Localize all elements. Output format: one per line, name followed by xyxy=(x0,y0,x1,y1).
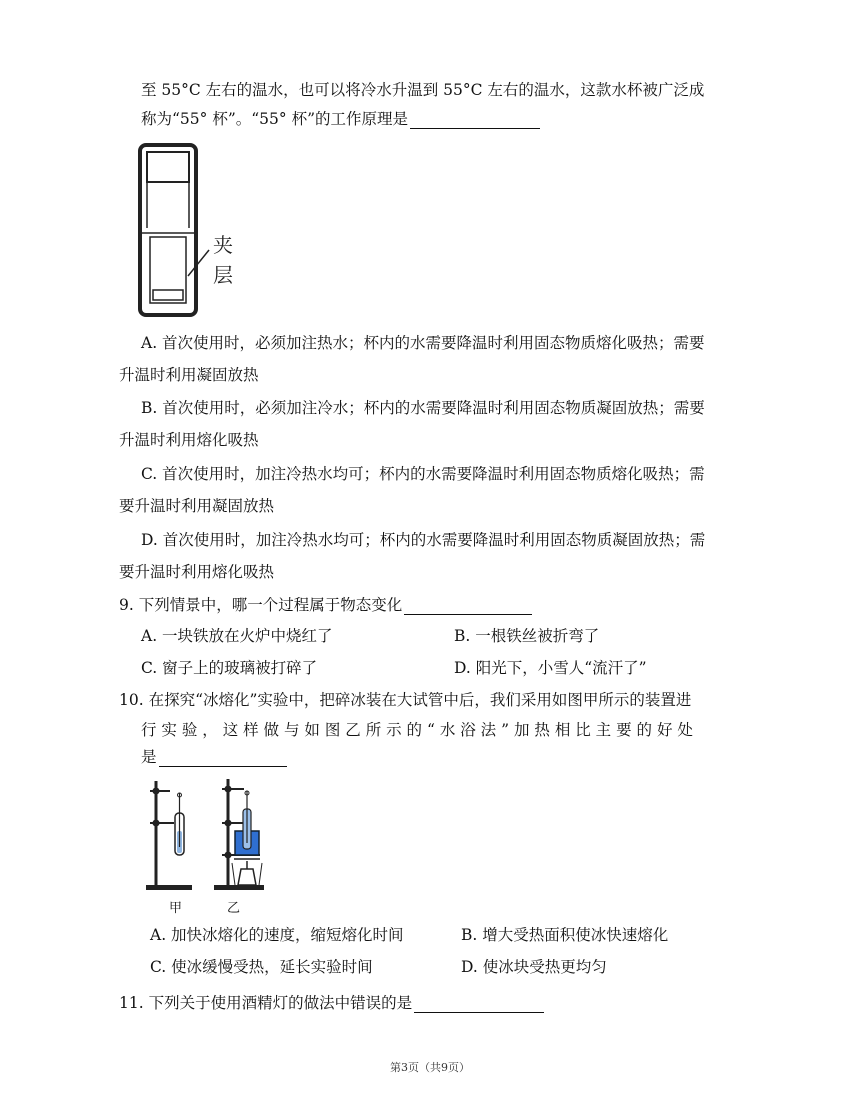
q10-option-d[interactable]: D. 使冰块受热更均匀 xyxy=(461,958,607,976)
stand-jia xyxy=(146,781,192,890)
q8-option-a-line2: 升温时利用凝固放热 xyxy=(119,366,259,384)
stand-yi xyxy=(214,779,264,890)
q9-option-b[interactable]: B. 一根铁丝被折弯了 xyxy=(454,627,600,645)
q8-stem-line1: 至 55°C 左右的温水，也可以将冷水升温到 55°C 左右的温水，这款水杯被广泛成 xyxy=(141,81,705,99)
q11-stem: 11. 下列关于使用酒精灯的做法中错误的是 xyxy=(119,993,544,1013)
q8-option-d-line2: 要升温时利用熔化吸热 xyxy=(119,563,275,581)
page-number: 第3页（共9页） xyxy=(390,1061,470,1074)
q8-option-a-line1[interactable]: A. 首次使用时，必须加注热水；杯内的水需要降温时利用固态物质熔化吸热；需要 xyxy=(141,334,705,352)
q8-option-b-line2: 升温时利用熔化吸热 xyxy=(119,431,259,449)
q9-option-d[interactable]: D. 阳光下，小雪人“流汗了” xyxy=(454,659,647,677)
q8-option-c-line2: 要升温时利用凝固放热 xyxy=(119,497,275,515)
apparatus-figure xyxy=(140,773,280,893)
alcohol-lamp xyxy=(238,869,256,885)
q9-option-a[interactable]: A. 一块铁放在火炉中烧红了 xyxy=(141,627,333,645)
q9-option-c[interactable]: C. 窗子上的玻璃被打碎了 xyxy=(141,659,318,677)
q8-option-c-line1[interactable]: C. 首次使用时，加注冷热水均可；杯内的水需要降温时利用固态物质熔化吸热；需 xyxy=(141,465,705,483)
cup-figure xyxy=(135,140,245,320)
q10-stem-line1: 10. 在探究“冰熔化”实验中，把碎冰装在大试管中后，我们采用如图甲所示的装置进 xyxy=(119,691,692,709)
q8-option-b-line1[interactable]: B. 首次使用时，必须加注冷水；杯内的水需要降温时利用固态物质凝固放热；需要 xyxy=(141,399,705,417)
q10-option-a[interactable]: A. 加快冰熔化的速度，缩短熔化时间 xyxy=(150,926,404,944)
cup-lid xyxy=(147,152,189,182)
q8-option-d-line1[interactable]: D. 首次使用时，加注冷热水均可；杯内的水需要降温时利用固态物质凝固放热；需 xyxy=(141,531,706,549)
q10-option-c[interactable]: C. 使冰缓慢受热，延长实验时间 xyxy=(150,958,373,976)
label-jia: 夹 xyxy=(213,233,233,257)
answer-blank[interactable] xyxy=(159,750,287,767)
caption-yi: 乙 xyxy=(227,901,241,916)
q9-stem: 9. 下列情景中，哪一个过程属于物态变化 xyxy=(119,595,532,615)
answer-blank[interactable] xyxy=(404,598,532,615)
layer-pointer-line xyxy=(188,250,209,276)
q10-stem-line3: 是 xyxy=(141,747,287,767)
q8-stem-line2: 称为“55° 杯”。“55° 杯”的工作原理是 xyxy=(141,109,540,129)
answer-blank[interactable] xyxy=(414,996,544,1013)
cup-inner-wall xyxy=(150,237,186,303)
label-ceng: 层 xyxy=(213,263,233,287)
caption-jia: 甲 xyxy=(169,901,183,916)
q10-option-b[interactable]: B. 增大受热面积使冰快速熔化 xyxy=(461,926,669,944)
q10-stem-line2: 行 实 验 ， 这 样 做 与 如 图 乙 所 示 的 “ 水 浴 法 ” 加 热 相 比 主 要 的 好 处 xyxy=(141,721,693,739)
answer-blank[interactable] xyxy=(410,112,540,129)
